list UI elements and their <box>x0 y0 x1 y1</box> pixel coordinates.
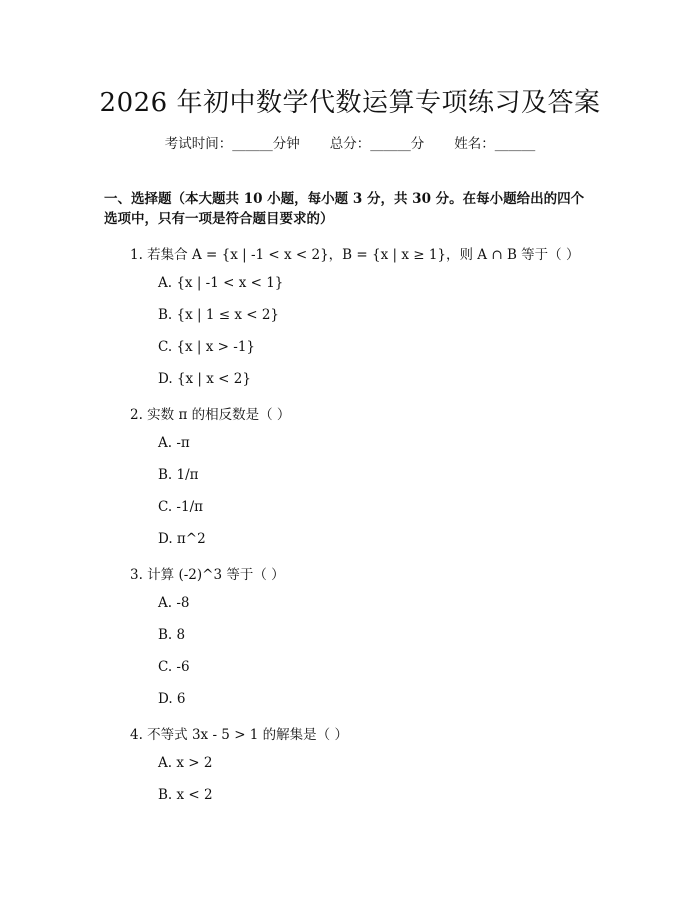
q2-option-a: A. -π <box>158 435 190 451</box>
q3-option-b: B. 8 <box>158 627 186 643</box>
q4-option-b: B. x < 2 <box>158 787 213 803</box>
student-name: 姓名：______ <box>454 136 536 152</box>
question-2: 2. 实数 π 的相反数是（ ） <box>130 407 291 423</box>
q2-option-c: C. -1/π <box>158 499 204 515</box>
q1-option-d: D. {x | x < 2} <box>158 371 251 387</box>
exam-meta <box>0 132 700 152</box>
question-4: 4. 不等式 3x - 5 > 1 的解集是（ ） <box>130 727 348 743</box>
total-score: 总分：______分 <box>329 136 425 152</box>
q2-option-b: B. 1/π <box>158 467 199 483</box>
q1-option-b: B. {x | 1 ≤ x < 2} <box>158 307 280 323</box>
q3-option-c: C. -6 <box>158 659 190 675</box>
question-1: 1. 若集合 A = {x | -1 < x < 2}，B = {x | x ≥ 1}，则 A ∩ B 等于（ ） <box>130 247 580 263</box>
q1-option-a: A. {x | -1 < x < 1} <box>158 275 284 291</box>
q3-option-d: D. 6 <box>158 691 186 707</box>
q3-option-a: A. -8 <box>158 595 190 611</box>
q2-option-d: D. π^2 <box>158 531 206 547</box>
section-heading: 一、选择题（本大题共 10 小题，每小题 3 分，共 30 分。在每小题给出的四个选项中，只有一项是符合题目要求的） <box>104 191 585 227</box>
q4-option-a: A. x > 2 <box>158 755 213 771</box>
exam-time: 考试时间：______分钟 <box>164 136 300 152</box>
q1-option-c: C. {x | x > -1} <box>158 339 256 355</box>
page-title: 2026 年初中数学代数运算专项练习及答案 <box>99 88 601 118</box>
question-3: 3. 计算 (-2)^3 等于（ ） <box>130 567 285 583</box>
